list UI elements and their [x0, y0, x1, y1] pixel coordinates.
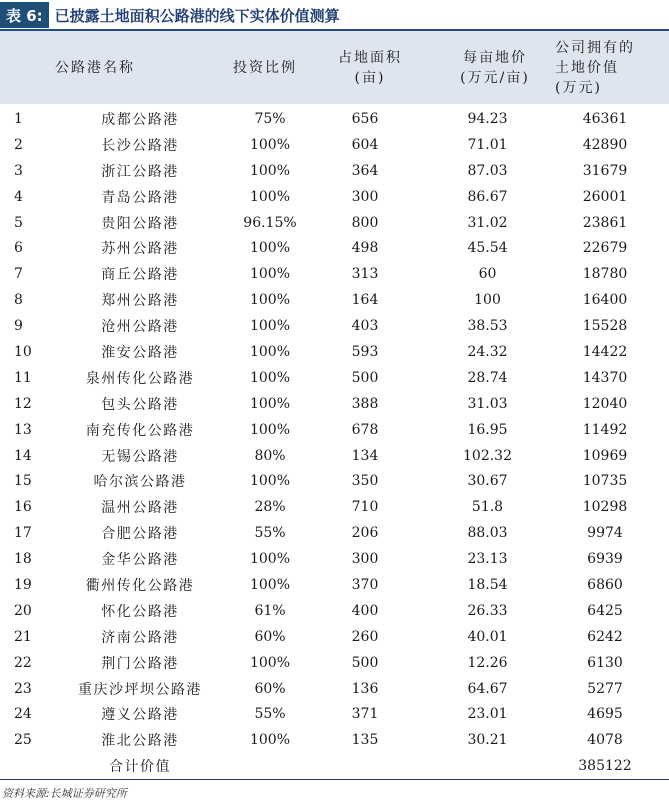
table-row	[0, 676, 669, 702]
land-value: 10298	[582, 499, 628, 516]
price-per-mu: 102.32	[463, 447, 512, 464]
port-name: 长沙公路港	[101, 137, 179, 154]
row-index: 21	[14, 628, 32, 645]
land-value: 4695	[587, 706, 623, 723]
table-number-label: 表 6:	[0, 2, 49, 28]
port-name: 泉州传化公路港	[85, 370, 195, 387]
investment-ratio: 100%	[249, 654, 291, 671]
price-per-mu: 64.67	[467, 680, 508, 697]
price-per-mu: 28.74	[467, 369, 508, 386]
investment-ratio: 100%	[249, 395, 291, 412]
table-row	[0, 572, 669, 598]
table-row	[0, 339, 669, 365]
investment-ratio: 100%	[249, 188, 291, 205]
header-area-line1: 占地面积	[338, 49, 402, 66]
port-name: 包头公路港	[101, 396, 179, 413]
price-per-mu: 40.01	[467, 628, 508, 645]
row-index: 3	[14, 162, 23, 179]
row-index: 6	[14, 240, 23, 257]
land-area: 364	[351, 162, 379, 179]
price-per-mu: 87.03	[467, 162, 508, 179]
price-per-mu: 30.67	[467, 473, 508, 490]
land-area: 300	[351, 188, 379, 205]
port-name: 青岛公路港	[101, 189, 179, 206]
land-value: 22679	[582, 240, 628, 257]
row-index: 23	[14, 680, 32, 697]
price-per-mu: 94.23	[467, 110, 508, 127]
investment-ratio: 100%	[249, 136, 291, 153]
table-row	[0, 624, 669, 650]
table-row	[0, 598, 669, 624]
row-index: 8	[14, 292, 23, 309]
price-per-mu: 12.26	[467, 654, 508, 671]
header-value-line1: 公司拥有的	[555, 39, 635, 56]
investment-ratio: 100%	[249, 576, 291, 593]
port-name: 商丘公路港	[101, 267, 179, 284]
price-per-mu: 24.32	[467, 343, 508, 360]
table-row	[0, 391, 669, 417]
header-price-line1: 每亩地价	[463, 49, 527, 66]
header-pct	[215, 31, 315, 104]
row-index: 5	[14, 214, 23, 231]
land-value: 5277	[587, 680, 623, 697]
table-body	[0, 106, 669, 753]
price-per-mu: 38.53	[467, 318, 508, 335]
investment-ratio: 100%	[249, 473, 291, 490]
price-per-mu: 16.95	[467, 421, 508, 438]
investment-ratio: 100%	[249, 732, 291, 749]
investment-ratio: 100%	[249, 551, 291, 568]
investment-ratio: 100%	[249, 421, 291, 438]
port-name: 南充传化公路港	[85, 422, 195, 439]
row-index: 18	[14, 551, 32, 568]
table-row	[0, 365, 669, 391]
port-name: 哈尔滨公路港	[93, 474, 187, 491]
land-area: 498	[351, 240, 379, 257]
land-area: 710	[351, 499, 379, 516]
port-name: 无锡公路港	[101, 448, 179, 465]
price-per-mu: 31.03	[467, 395, 508, 412]
port-name: 郑州公路港	[101, 293, 179, 310]
row-index: 20	[14, 602, 32, 619]
table-row	[0, 235, 669, 261]
row-index: 17	[14, 525, 32, 542]
header-name	[40, 31, 150, 104]
land-value: 46361	[582, 110, 628, 127]
land-area: 500	[351, 369, 379, 386]
table-row	[0, 210, 669, 236]
table-row	[0, 417, 669, 443]
investment-ratio: 100%	[249, 318, 291, 335]
row-index: 14	[14, 447, 32, 464]
header-pct-text: 投资比例	[233, 59, 297, 76]
table-row	[0, 701, 669, 727]
port-name: 济南公路港	[101, 629, 179, 646]
table-row	[0, 443, 669, 469]
table-row	[0, 313, 669, 339]
land-area: 403	[351, 318, 379, 335]
price-per-mu: 45.54	[467, 240, 508, 257]
price-per-mu: 88.03	[467, 525, 508, 542]
row-index: 16	[14, 499, 32, 516]
row-index: 25	[14, 732, 32, 749]
table-row	[0, 158, 669, 184]
investment-ratio: 80%	[254, 447, 286, 464]
header-price-line2: (万元/亩)	[460, 69, 530, 86]
investment-ratio: 60%	[254, 680, 286, 697]
price-per-mu: 60	[478, 266, 497, 283]
investment-ratio: 60%	[254, 628, 286, 645]
investment-ratio: 100%	[249, 162, 291, 179]
total-value: 385122	[578, 757, 632, 774]
port-name: 贵阳公路港	[101, 215, 179, 232]
land-value: 9974	[587, 525, 623, 542]
total-label: 合计价值	[109, 758, 171, 775]
header-value-line2: 土地价值	[555, 59, 619, 76]
header-area-line2: (亩)	[354, 69, 386, 86]
row-index: 2	[14, 136, 23, 153]
land-area: 500	[351, 654, 379, 671]
row-index: 24	[14, 706, 32, 723]
table-row	[0, 520, 669, 546]
investment-ratio: 28%	[254, 499, 286, 516]
investment-ratio: 100%	[249, 292, 291, 309]
bottom-rule	[0, 779, 669, 780]
land-area: 678	[351, 421, 379, 438]
table-row	[0, 468, 669, 494]
port-name: 温州公路港	[101, 500, 179, 517]
table-header	[0, 31, 669, 104]
land-value: 31679	[582, 162, 628, 179]
port-name: 怀化公路港	[101, 603, 179, 620]
port-name: 荆门公路港	[101, 655, 179, 672]
land-area: 604	[351, 136, 379, 153]
price-per-mu: 23.01	[467, 706, 508, 723]
price-per-mu: 30.21	[467, 732, 508, 749]
port-name: 金华公路港	[101, 552, 179, 569]
land-value: 12040	[582, 395, 628, 412]
row-index: 1	[14, 110, 23, 127]
land-area: 800	[351, 214, 379, 231]
land-area: 656	[351, 110, 379, 127]
header-price	[440, 31, 550, 104]
land-value: 10735	[582, 473, 628, 490]
land-value: 23861	[582, 214, 628, 231]
land-value: 6425	[587, 602, 623, 619]
investment-ratio: 61%	[254, 602, 286, 619]
land-area: 400	[351, 602, 379, 619]
land-area: 370	[351, 576, 379, 593]
land-value: 6939	[587, 551, 623, 568]
investment-ratio: 100%	[249, 240, 291, 257]
investment-ratio: 100%	[249, 266, 291, 283]
land-area: 300	[351, 551, 379, 568]
investment-ratio: 55%	[254, 525, 286, 542]
investment-ratio: 100%	[249, 343, 291, 360]
port-name: 成都公路港	[101, 111, 179, 128]
port-name: 沧州公路港	[101, 319, 179, 336]
price-per-mu: 31.02	[467, 214, 508, 231]
price-per-mu: 100	[474, 292, 501, 309]
price-per-mu: 86.67	[467, 188, 508, 205]
row-index: 12	[14, 395, 32, 412]
row-index: 13	[14, 421, 32, 438]
land-area: 593	[351, 343, 379, 360]
row-index: 9	[14, 318, 23, 335]
row-index: 10	[14, 343, 32, 360]
land-value: 11492	[582, 421, 628, 438]
price-per-mu: 71.01	[467, 136, 508, 153]
row-index: 7	[14, 266, 23, 283]
table-row	[0, 727, 669, 753]
table-row	[0, 106, 669, 132]
land-value: 10969	[582, 447, 628, 464]
table-title: 已披露土地面积公路港的线下实体价值测算	[54, 6, 340, 25]
land-area: 350	[351, 473, 379, 490]
table-row	[0, 184, 669, 210]
port-name: 遵义公路港	[101, 707, 179, 724]
land-value: 16400	[582, 292, 628, 309]
price-per-mu: 51.8	[471, 499, 504, 516]
land-value: 14370	[582, 369, 628, 386]
land-area: 313	[351, 266, 379, 283]
land-area: 135	[351, 732, 379, 749]
table-row	[0, 494, 669, 520]
row-index: 19	[14, 576, 32, 593]
port-name: 浙江公路港	[101, 163, 179, 180]
port-name: 苏州公路港	[101, 241, 179, 258]
investment-ratio: 100%	[249, 369, 291, 386]
land-area: 134	[351, 447, 379, 464]
table-row	[0, 132, 669, 158]
land-value: 4078	[587, 732, 623, 749]
row-index: 15	[14, 473, 32, 490]
port-name: 重庆沙坪坝公路港	[78, 681, 202, 698]
port-name: 衢州传化公路港	[85, 577, 195, 594]
header-value-line3: (万元)	[555, 79, 602, 96]
land-value: 15528	[582, 318, 628, 335]
port-name: 淮北公路港	[101, 733, 179, 750]
table-row	[0, 650, 669, 676]
land-area: 136	[351, 680, 379, 697]
table-row	[0, 546, 669, 572]
port-name: 淮安公路港	[101, 344, 179, 361]
row-index: 22	[14, 654, 32, 671]
table-title-bar	[0, 0, 669, 30]
row-index: 4	[14, 188, 23, 205]
land-value: 26001	[582, 188, 628, 205]
port-name: 合肥公路港	[101, 526, 179, 543]
row-index: 11	[14, 369, 32, 386]
price-per-mu: 26.33	[467, 602, 508, 619]
land-value: 18780	[582, 266, 628, 283]
investment-ratio: 75%	[254, 110, 286, 127]
total-row	[0, 753, 669, 779]
land-area: 388	[351, 395, 379, 412]
land-area: 371	[351, 706, 379, 723]
land-area: 206	[351, 525, 379, 542]
price-per-mu: 18.54	[467, 576, 508, 593]
land-value: 42890	[582, 136, 628, 153]
land-value: 6130	[587, 654, 623, 671]
table-row	[0, 261, 669, 287]
land-value: 6242	[587, 628, 623, 645]
land-value: 14422	[582, 343, 628, 360]
land-value: 6860	[587, 576, 623, 593]
source-footnote: 资料来源:长城证券研究所	[2, 787, 127, 800]
price-per-mu: 23.13	[467, 551, 508, 568]
land-area: 164	[351, 292, 379, 309]
header-name-text: 公路港名称	[55, 59, 135, 76]
header-area	[325, 31, 415, 104]
investment-ratio: 55%	[254, 706, 286, 723]
table-row	[0, 287, 669, 313]
header-value	[555, 31, 667, 104]
land-area: 260	[351, 628, 379, 645]
investment-ratio: 96.15%	[243, 214, 297, 231]
